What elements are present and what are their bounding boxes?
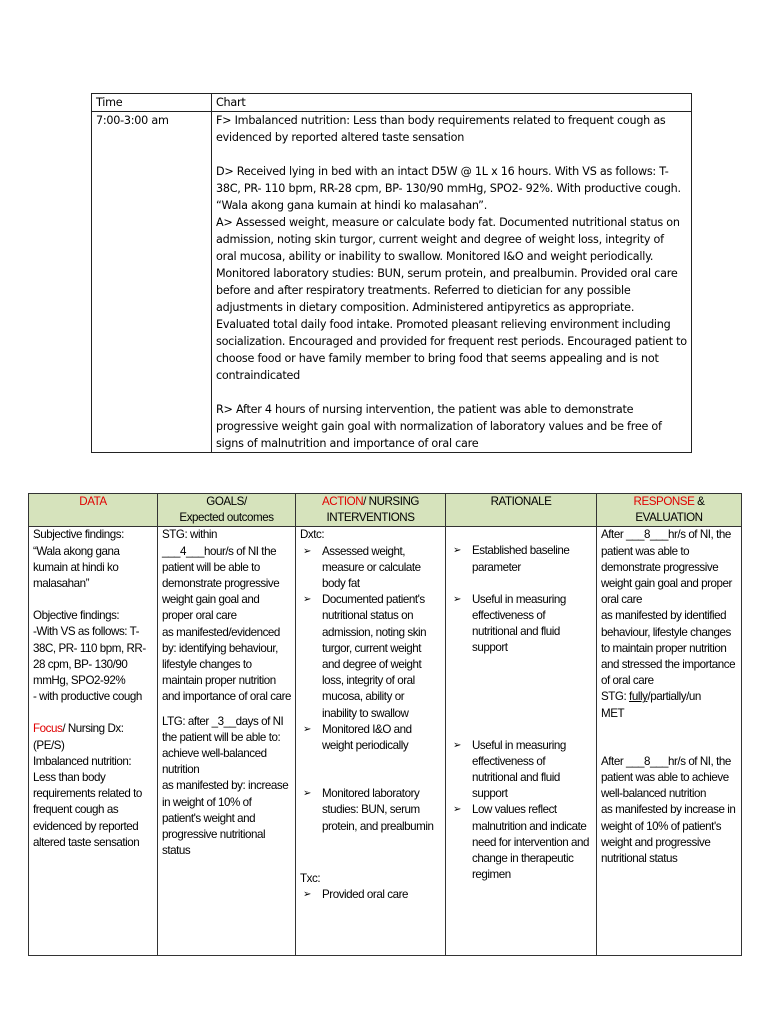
objective-text: -With VS as follows: T-38C, PR- 110 bpm, RR-28 cpm, BP- 130/90 mmHg, SPO2-92% (33, 625, 146, 688)
stg-met-line: STG: fully/partially/un (601, 690, 701, 704)
intervention-item: ➢ Monitored I&O and weight periodically (300, 722, 441, 754)
evaluation-stg-manifest: as manifested by identified behaviour, lifestyle changes to maintain proper nutrition and stressed the importance of oral care (601, 609, 736, 688)
ltg-manifest: as manifested by: increase in weight of 10% of patient's weight and progressive nutritional status (162, 779, 289, 858)
chart-header-row (92, 94, 692, 112)
subjective-text: “Wala akong gana kumain at hindi ko malasahan” (33, 544, 120, 591)
dxtc-label: Dxtc: (300, 528, 325, 542)
nursing-diagnosis: Imbalanced nutrition: Less than body requirements related to frequent cough as evidenced by reported altered taste sensation (33, 754, 142, 849)
txc-label: Txc: (300, 871, 321, 885)
data-cell (29, 527, 158, 956)
rationale-item: ➢ Useful in measuring effectiveness of nutritional and fluid support (450, 738, 592, 803)
time-cell: 7:00-3:00 am (92, 112, 212, 453)
rationale-item: ➢ Low values reflect malnutrition and indicate need for intervention and change in therapeutic regimen (450, 802, 592, 883)
rationale-header: RATIONALE (446, 494, 597, 527)
fdar-chart-table (91, 93, 692, 453)
objective-title: Objective findings: (33, 609, 120, 623)
goals-cell (158, 527, 296, 956)
plan-body-row (29, 527, 742, 956)
nursing-care-plan-table (28, 493, 742, 956)
intervention-item: ➢ Documented patient's nutritional status on admission, noting skin turgor, current weight and degree of weight loss, integrity of oral mucosa, ability or inability to swallow (300, 592, 441, 722)
response-cell (597, 527, 742, 956)
pes-label: (PE/S) (33, 738, 65, 752)
stg-manifest: as manifested/evidenced by: identifying behaviour, lifestyle changes to maintain proper nutrition and importance of oral care (162, 625, 291, 704)
data-entry: D> Received lying in bed with an intact D5W @ 1L x 16 hours. With VS as follows: T-38C, PR- 110 bpm, RR-28 cpm, BP- 130/90 mmHg, SPO2- 92%. With productive cough. “Wala akong gana kumain at hindi ko malasahan”. (216, 165, 681, 212)
rationale-cell (446, 527, 597, 956)
action-header: ACTION/ NURSING INTERVENTIONS (296, 494, 446, 527)
rationale-item: ➢ Established baseline parameter (450, 543, 592, 575)
focus-line: Focus/ Nursing Dx: (33, 722, 124, 736)
objective-cough: - with productive cough (33, 690, 142, 704)
action-entry: A> Assessed weight, measure or calculate body fat. Documented nutritional status on admission, noting skin turgor, current weight and degree of weight loss, integrity of oral mucosa, ability or inability to swallow. Monitored I&O and weight periodically. Monitored laboratory studies: BUN, serum protein, and prealbumin. Provided oral care before and after respiratory treatments. Referred to dietician for any possible adjustments in dietary composition. Administered antipyretics as appropriate. Evaluated total daily food intake. Promoted pleasant relieving environment including socialization. Encouraged and provided for frequent rest periods. Encouraged patient to choose food or have family member to bring food that seems appealing and is not contraindicated (216, 216, 687, 382)
intervention-item: ➢ Monitored laboratory studies: BUN, serum protein, and prealbumin (300, 786, 441, 835)
evaluation-stg: After ___8___hr/s of NI, the patient was able to demonstrate progressive weight gain goal and proper oral care (601, 528, 732, 607)
intervention-item: ➢ Provided oral care (300, 887, 441, 903)
ltg-goal: LTG: after _3__days of NI the patient will be able to: achieve well-balanced nutrition (162, 714, 284, 777)
intervention-item: ➢ Assessed weight, measure or calculate body fat (300, 544, 441, 593)
met-label: MET (601, 706, 625, 720)
chart-cell (212, 112, 692, 453)
action-cell (296, 527, 446, 956)
subjective-title: Subjective findings: (33, 528, 124, 542)
stg-goal: STG: within ___4___hour/s of NI the patient will be able to demonstrate progressive weight gain goal and proper oral care (162, 528, 280, 623)
evaluation-ltg: After ___8___hr/s of NI, the patient was able to achieve well-balanced nutrition (601, 754, 731, 801)
chart-entry-row (92, 112, 692, 453)
plan-header-row (29, 494, 742, 527)
rationale-item: ➢ Useful in measuring effectiveness of nutritional and fluid support (450, 592, 592, 657)
time-header: Time (92, 94, 212, 112)
response-entry: R> After 4 hours of nursing intervention, the patient was able to demonstrate progressive weight gain goal with normalization of laboratory values and be free of signs of malnutrition and importance of oral care (216, 403, 662, 450)
focus-entry: F> Imbalanced nutrition: Less than body requirements related to frequent cough as evidenced by reported altered taste sensation (216, 114, 666, 144)
data-header: DATA (29, 494, 158, 527)
evaluation-ltg-manifest: as manifested by increase in weight of 10% of patient's weight and progressive nutritional status (601, 803, 736, 866)
goals-header: GOALS/ Expected outcomes (158, 494, 296, 527)
response-header: RESPONSE & EVALUATION (597, 494, 742, 527)
chart-header: Chart (212, 94, 692, 112)
